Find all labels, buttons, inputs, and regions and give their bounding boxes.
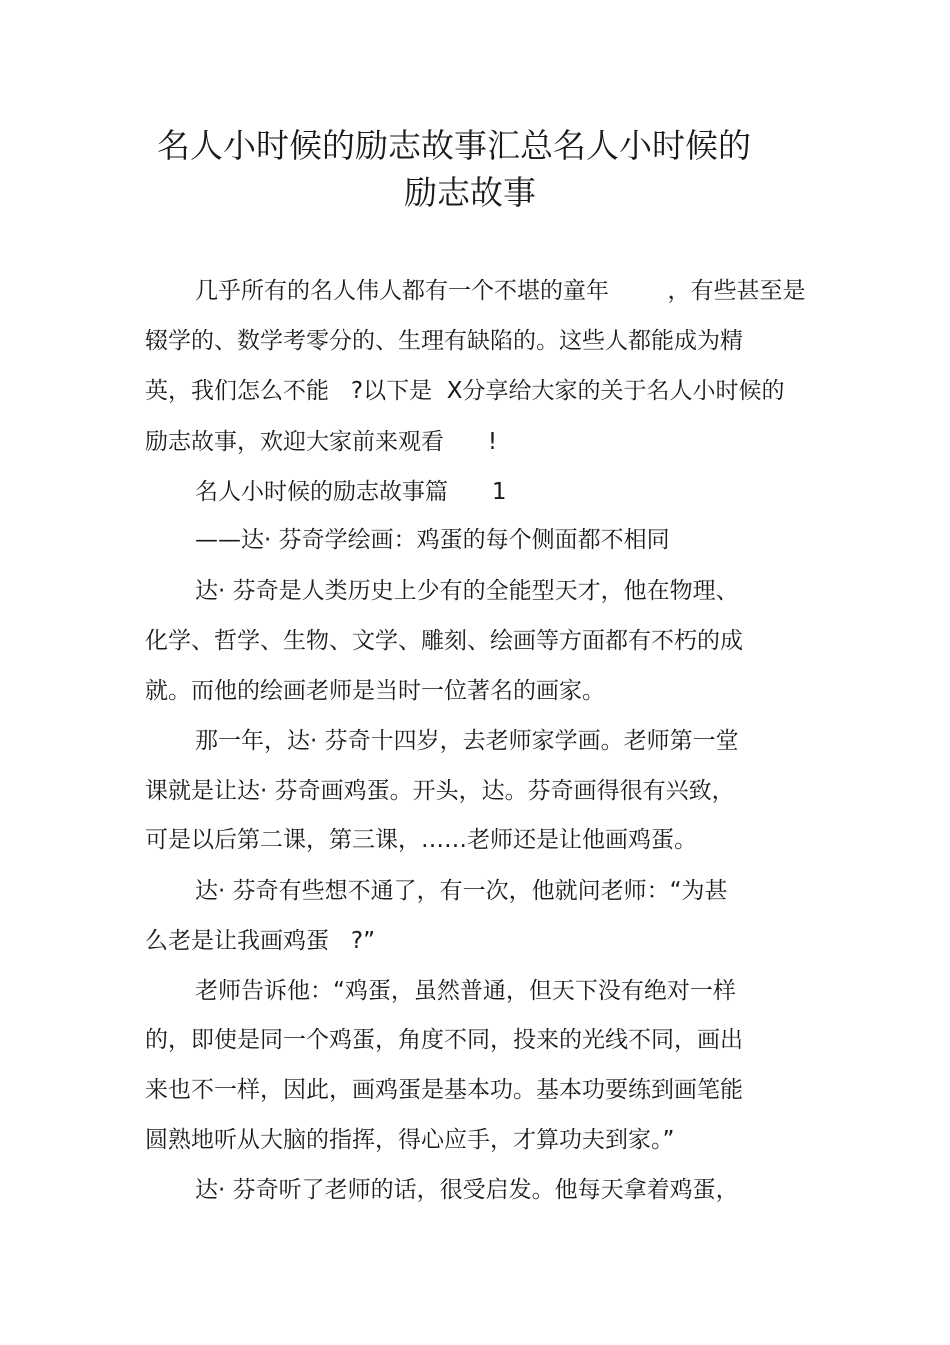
section-heading: 名人小时候的励志故事篇 1 (195, 479, 507, 505)
body-line-15: 老师告诉他：“鸡蛋，虽然普通，但天下没有绝对一样 (195, 978, 736, 1004)
title-line-2: 励志故事 (404, 173, 536, 212)
body-line-17: 来也不一样，因此，画鸡蛋是基本功。基本功要练到画笔能 (145, 1077, 743, 1103)
body-line-18: 圆熟地听从大脑的指挥，得心应手，才算功夫到家。” (145, 1127, 675, 1153)
section-subtitle: ——达· 芬奇学绘画：鸡蛋的每个侧面都不相同 (195, 527, 670, 553)
body-line-9: 就。而他的绘画老师是当时一位著名的画家。 (145, 678, 605, 704)
body-line-4: 励志故事，欢迎大家前来观看 ! (145, 429, 498, 455)
body-line-3: 英，我们怎么不能 ?以下是 X分享给大家的关于名人小时候的 (145, 378, 785, 404)
body-line-14: 么老是让我画鸡蛋 ?” (145, 928, 376, 954)
body-line-7: 达· 芬奇是人类历史上少有的全能型天才，他在物理、 (195, 578, 739, 604)
title-line-1: 名人小时候的励志故事汇总名人小时候的 (157, 126, 751, 165)
body-line-2: 辍学的、数学考零分的、生理有缺陷的。这些人都能成为精 (145, 328, 743, 354)
body-line-16: 的，即使是同一个鸡蛋，角度不同，投来的光线不同，画出 (145, 1027, 743, 1053)
body-line-10: 那一年，达· 芬奇十四岁，去老师家学画。老师第一堂 (195, 728, 739, 754)
body-line-19: 达· 芬奇听了老师的话，很受启发。他每天拿着鸡蛋， (195, 1177, 739, 1203)
body-line-11: 课就是让达· 芬奇画鸡蛋。开头，达。芬奇画得很有兴致， (145, 778, 735, 804)
body-line-1: 几乎所有的名人伟人都有一个不堪的童年 ，有些甚至是 (195, 278, 806, 304)
body-line-12: 可是以后第二课，第三课，……老师还是让他画鸡蛋。 (145, 827, 697, 853)
body-line-8: 化学、哲学、生物、文学、雕刻、绘画等方面都有不朽的成 (145, 628, 743, 654)
body-line-13: 达· 芬奇有些想不通了，有一次，他就问老师：“为甚 (195, 878, 728, 904)
